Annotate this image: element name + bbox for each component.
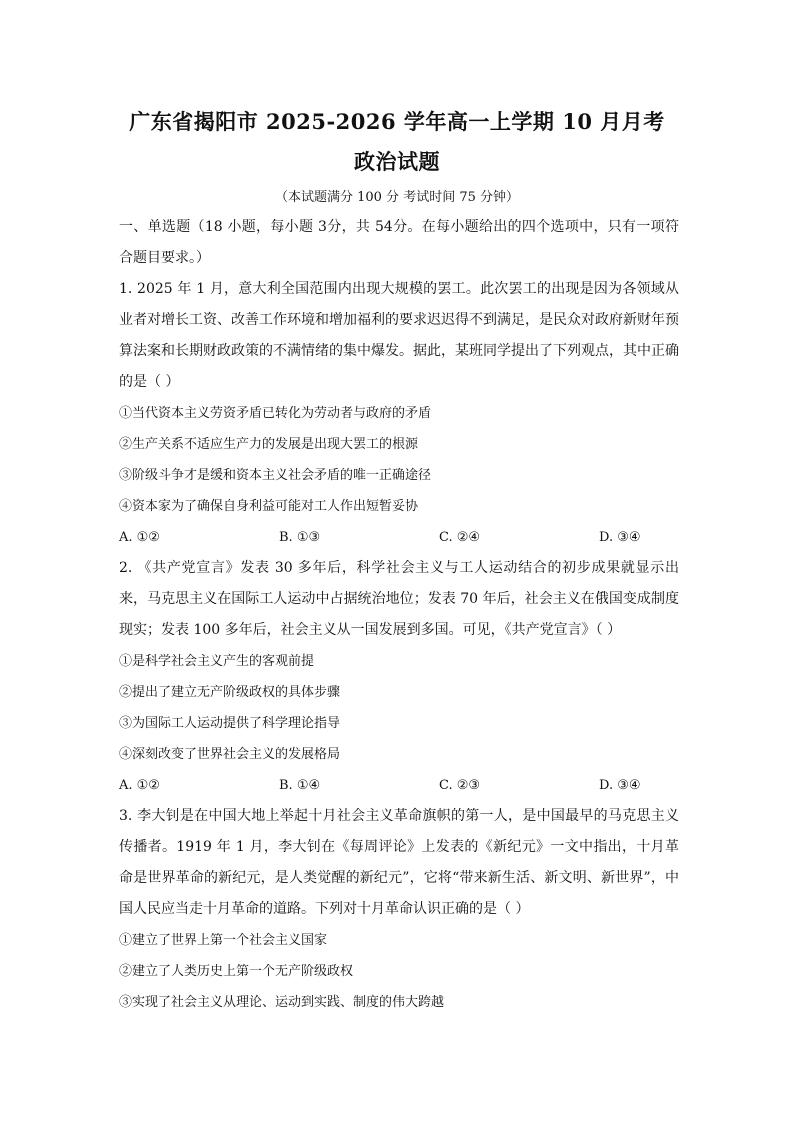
answer-choices bbox=[119, 770, 679, 801]
statement-item: ②建立了人类历史上第一个无产阶级政权 bbox=[119, 964, 354, 979]
question-stem: 3. 李大钊是在中国大地上举起十月社会主义革命旗帜的第一人，是中国最早的马克思主义传播者。1919 年 1 月，李大钊在《每周评论》上发表的《新纪元》一文中指出，十月革命是世界革命的新纪元，是人类觉醒的新纪元”，它将“带来新生活、新文明、新世界”，中国人民应当走十月革命的道路。下列对十月革命认识正确的是（ ） bbox=[119, 808, 679, 917]
statement-item: ①是科学社会主义产生的客观前提 bbox=[119, 654, 315, 669]
statement-item: ③阶级斗争才是缓和资本主义社会矛盾的唯一正确途径 bbox=[119, 468, 432, 483]
exam-title: 广东省揭阳市 2025-2026 学年高一上学期 10 月月考 bbox=[129, 109, 665, 134]
choice-d[interactable]: D. ③④ bbox=[599, 530, 641, 545]
choice-b[interactable]: B. ①④ bbox=[279, 778, 321, 793]
statement-item: ③为国际工人运动提供了科学理论指导 bbox=[119, 716, 341, 731]
statement-item: ④深刻改变了世界社会主义的发展格局 bbox=[119, 747, 341, 762]
statement-item: ①建立了世界上第一个社会主义国家 bbox=[119, 933, 328, 948]
question-stem: 1. 2025 年 1 月，意大利全国范围内出现大规模的罢工。此次罢工的出现是因为各领域从业者对增长工资、改善工作环境和增加福利的要求迟迟得不到满足，是民众对政府新财年预算法案和长期财政政策的不满情绪的集中爆发。据此，某班同学提出了下列观点，其中正确的是（ ） bbox=[119, 281, 679, 390]
question-stem: 2. 《共产党宣言》发表 30 多年后，科学社会主义与工人运动结合的初步成果就显示出来，马克思主义在国际工人运动中占据统治地位；发表 70 年后，社会主义在俄国变成制度现实；发表 100 多年后，社会主义从一国发展到多国。可见，《共产党宣言》（ ） bbox=[119, 560, 679, 638]
question-3 bbox=[119, 801, 679, 1018]
exam-content bbox=[119, 212, 679, 1018]
answer-choices bbox=[119, 522, 679, 553]
question-1 bbox=[119, 274, 679, 553]
exam-note: （本试题满分 100 分 考试时间 75 分钟） bbox=[274, 190, 520, 205]
choice-a[interactable]: A. ①② bbox=[119, 778, 160, 793]
choice-d[interactable]: D. ③④ bbox=[599, 778, 641, 793]
choice-c[interactable]: C. ②③ bbox=[439, 778, 481, 793]
choice-a[interactable]: A. ①② bbox=[119, 530, 160, 545]
statement-item: ②提出了建立无产阶级政权的具体步骤 bbox=[119, 685, 341, 700]
statement-item: ①当代资本主义劳资矛盾已转化为劳动者与政府的矛盾 bbox=[119, 406, 432, 421]
statement-item: ③实现了社会主义从理论、运动到实践、制度的伟大跨越 bbox=[119, 995, 445, 1010]
section-heading: 一、单选题（18 小题，每小题 3分，共 54分。在每小题给出的四个选项中，只有一项符合题目要求。） bbox=[119, 219, 679, 266]
question-2 bbox=[119, 553, 679, 801]
statement-item: ②生产关系不适应生产力的发展是出现大罢工的根源 bbox=[119, 437, 419, 452]
choice-b[interactable]: B. ①③ bbox=[279, 530, 321, 545]
choice-c[interactable]: C. ②④ bbox=[439, 530, 481, 545]
exam-subject: 政治试题 bbox=[354, 149, 440, 174]
statement-item: ④资本家为了确保自身利益可能对工人作出短暂妥协 bbox=[119, 499, 419, 514]
